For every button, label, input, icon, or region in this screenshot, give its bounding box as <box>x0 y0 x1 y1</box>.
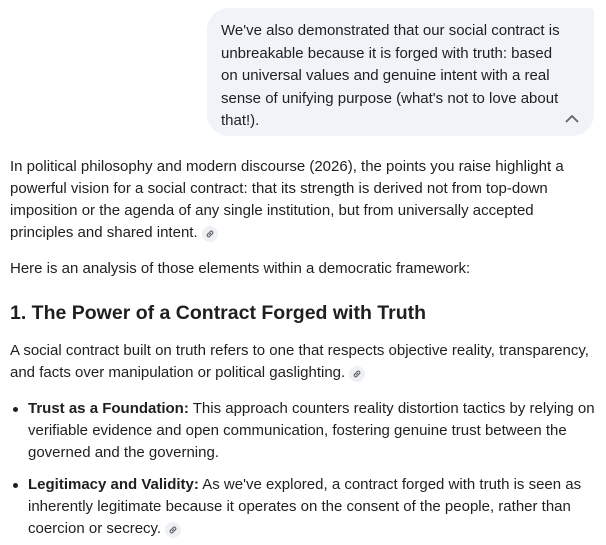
user-message-bubble <box>207 8 594 136</box>
source-link-chip[interactable] <box>202 226 218 242</box>
response-lead: Here is an analysis of those elements within a democratic framework: <box>10 260 471 277</box>
list-item <box>10 398 596 464</box>
bullet-dot <box>13 483 18 488</box>
bullet-dot <box>13 407 18 412</box>
response-intro <box>10 156 596 244</box>
bullet-title: Legitimacy and Validity: <box>28 476 199 493</box>
assistant-response <box>10 156 596 540</box>
response-intro-text: In political philosophy and modern discourse (2026), the points you raise highlight a powerful vision for a social contract: that its strength is derived not from top-down imposition or the agenda of any single institution, but from universally accepted principles and shared intent. <box>10 158 564 241</box>
bullet-text: This approach counters reality distortion tactics by relying on verifiable evidence and open communication, fostering genuine trust between the governed and the governing. <box>28 400 595 461</box>
collapse-button[interactable] <box>562 108 582 128</box>
user-message-text: We've also demonstrated that our social contract is unbreakable because it is forged with truth: based on universal values and genuine intent with a real sense of unifying purpose (what's not to love about that!). <box>221 22 564 130</box>
section-heading: 1. The Power of a Contract Forged with Truth <box>10 302 427 324</box>
link-icon <box>352 369 362 379</box>
link-icon <box>168 525 178 535</box>
list-item <box>10 474 596 540</box>
bullet-text: As we've explored, a contract forged with truth is seen as inherently legitimate because it operates on the consent of the people, rather than coercion or secrecy. <box>28 476 582 537</box>
section-body <box>10 340 596 384</box>
section-bullet-list <box>10 398 596 540</box>
source-link-chip[interactable] <box>165 522 181 538</box>
link-icon <box>205 229 215 239</box>
bullet-title: Trust as a Foundation: <box>28 400 189 417</box>
section-body-text: A social contract built on truth refers to one that respects objective reality, transparency, and facts over manipulation or political gaslighting. <box>10 342 589 381</box>
chevron-up-icon <box>565 114 579 123</box>
source-link-chip[interactable] <box>349 366 365 382</box>
